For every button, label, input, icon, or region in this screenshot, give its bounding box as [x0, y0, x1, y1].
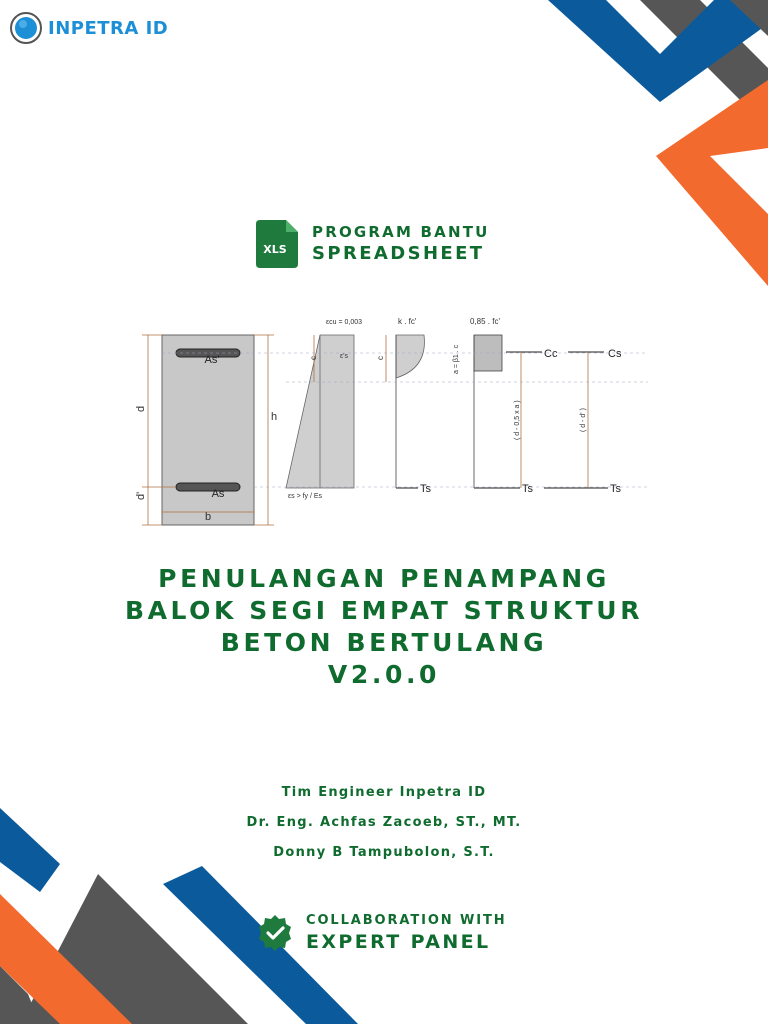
brand-name: INPETRA ID: [48, 17, 169, 39]
verified-check-icon: [256, 914, 294, 952]
label-ts-1: Ts: [420, 483, 431, 495]
xls-icon-label: XLS: [263, 243, 287, 256]
author-3: Donny B Tampubolon, S.T.: [273, 845, 495, 860]
author-2: Dr. Eng. Achfas Zacoeb, ST., MT.: [246, 815, 522, 830]
title-line-3: BETON BERTULANG: [220, 628, 548, 657]
label-d: d: [135, 405, 147, 412]
label-cs: Cs: [608, 348, 622, 360]
label-b: b: [204, 511, 212, 523]
label-ecu: εcu = 0,003: [326, 319, 363, 326]
label-as-top: As': [204, 354, 220, 366]
author-1: Tim Engineer Inpetra ID: [281, 785, 487, 800]
label-es-prime: ε's: [340, 353, 348, 360]
label-a-beta: a = β1 . c: [453, 344, 460, 374]
collab-line1: COLLABORATION WITH: [306, 913, 507, 928]
label-as-bottom: As: [211, 488, 225, 500]
globe-logo-icon: [10, 12, 42, 44]
label-c1: c: [309, 356, 318, 360]
brand-logo: [10, 12, 168, 44]
label-d-prime: d': [135, 491, 147, 500]
beam-section-diagram: [128, 300, 648, 535]
program-header: [256, 220, 490, 268]
label-h: h: [271, 411, 278, 423]
label-arm-2: ( d - d' ): [580, 408, 587, 432]
title-line-4: V2.0.0: [327, 660, 441, 689]
title-line-2: BALOK SEGI EMPAT STRUKTUR: [124, 596, 644, 625]
authors-list: [100, 778, 668, 868]
collaboration-badge: [256, 912, 507, 954]
stripe-blue-left: [0, 808, 60, 892]
label-c2: c: [376, 356, 385, 360]
collab-line2: EXPERT PANEL: [306, 931, 491, 953]
label-ts-3: Ts: [610, 483, 621, 495]
label-k-fc: k . fc': [398, 317, 417, 326]
label-es: εs > fy / Es: [288, 493, 323, 500]
label-fc-085: 0,85 . fc': [470, 317, 500, 326]
stress-parabolic: [396, 335, 424, 378]
document-title: [60, 563, 708, 691]
rebar-bottom: [176, 483, 240, 491]
label-cc: Cc: [544, 348, 558, 360]
label-arm-1: ( d - 0,5 x a ): [514, 400, 521, 440]
program-line2: SPREADSHEET: [312, 243, 485, 264]
stripe-orange-chevron: [656, 80, 768, 286]
program-line1: PROGRAM BANTU: [312, 223, 490, 241]
title-line-1: PENULANGAN PENAMPANG: [158, 564, 610, 593]
xls-file-icon: [256, 220, 298, 268]
label-ts-2: Ts: [522, 483, 533, 495]
